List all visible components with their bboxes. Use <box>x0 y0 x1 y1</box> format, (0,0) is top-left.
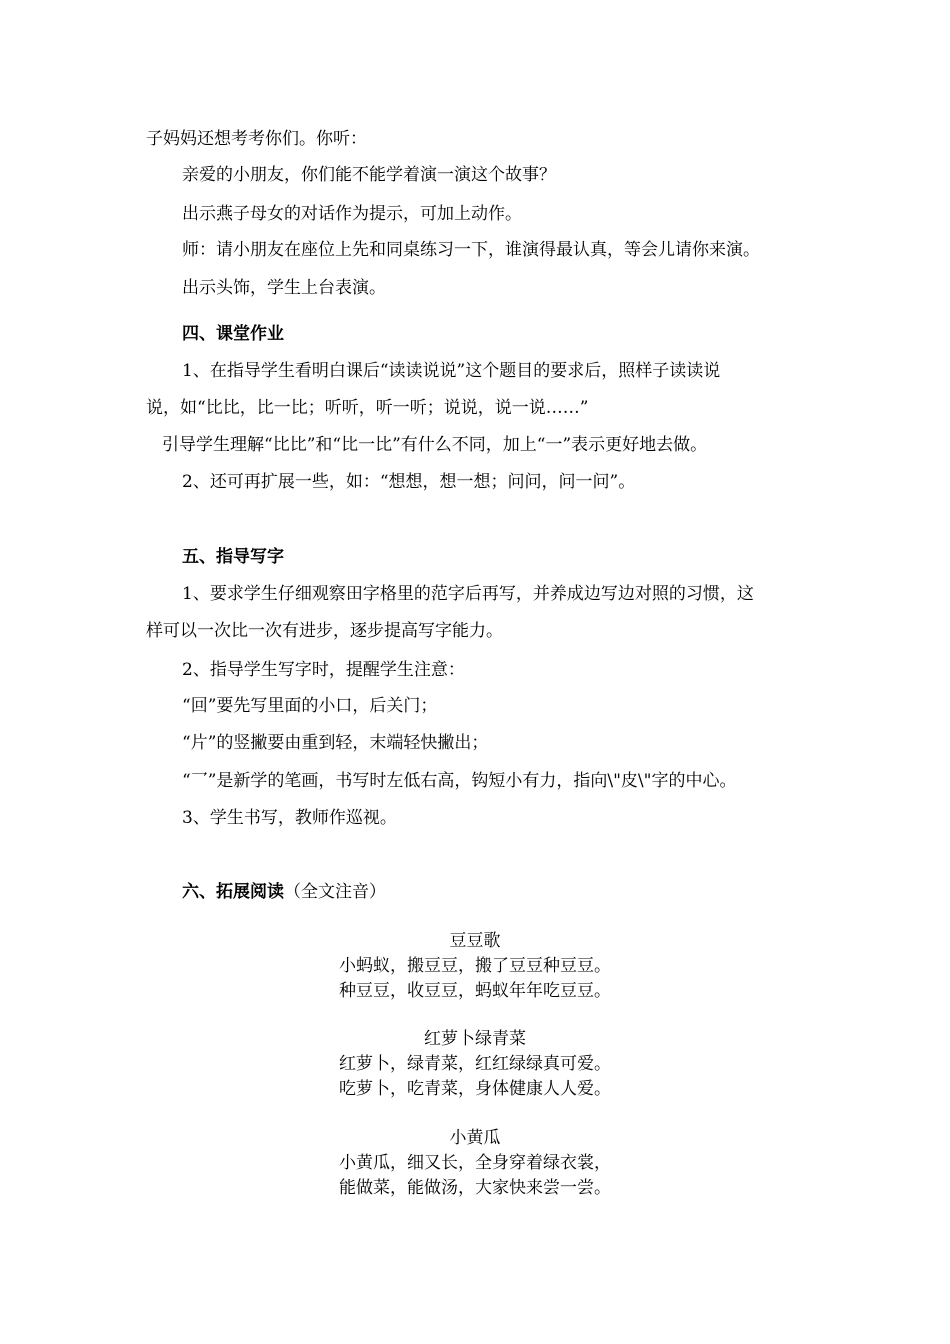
poem-title: 豆豆歌 <box>449 931 501 951</box>
paragraph-line: 2、指导学生写字时，提醒学生注意： <box>182 660 465 680</box>
section-heading-row <box>182 881 386 903</box>
paragraph-line: “回”要先写里面的小口，后关门； <box>182 696 438 716</box>
paragraph-line: 亲爱的小朋友，你们能不能学着演一演这个故事？ <box>182 165 556 185</box>
poem-line: 能做菜，能做汤，大家快来尝一尝。 <box>339 1178 611 1198</box>
paragraph-line: 师：请小朋友在座位上先和同桌练习一下，谁演得最认真，等会儿请你来演。 <box>182 240 760 260</box>
section-heading: 六、拓展阅读 <box>182 882 284 902</box>
paragraph-line: 3、学生书写，教师作巡视。 <box>182 808 397 828</box>
poem-title: 红萝卜绿青菜 <box>424 1029 526 1049</box>
paragraph-line: 出示头饰，学生上台表演。 <box>182 278 386 298</box>
paragraph-line: 子妈妈还想考考你们。你听： <box>146 129 367 149</box>
paragraph-line: “片”的竖撇要由重到轻，末端轻快撇出； <box>182 733 489 753</box>
poem-line: 红萝卜，绿青菜，红红绿绿真可爱。 <box>339 1054 611 1074</box>
section-heading: 四、课堂作业 <box>182 324 284 344</box>
paragraph-line: 1、要求学生仔细观察田字格里的范字后再写，并养成边写边对照的习惯，这 <box>182 584 754 604</box>
paragraph-line: 2、还可再扩展一些，如：“想想，想一想；问问，问一问”。 <box>182 472 636 492</box>
paragraph-line: “乛”是新学的笔画，书写时左低右高，钩短小有力，指向\"皮\"字的中心。 <box>182 771 737 791</box>
paragraph-line: 出示燕子母女的对话作为提示，可加上动作。 <box>182 204 522 224</box>
poem-line: 小黄瓜，细又长，全身穿着绿衣裳， <box>339 1153 611 1173</box>
paragraph-line: 引导学生理解“比比”和“比一比”有什么不同，加上“一”表示更好地去做。 <box>162 435 708 455</box>
poem-line: 小蚂蚁，搬豆豆，搬了豆豆种豆豆。 <box>339 956 611 976</box>
paragraph-line: 样可以一次比一次有进步，逐步提高写字能力。 <box>146 621 503 641</box>
section-heading: 五、指导写字 <box>182 547 284 567</box>
poem-line: 吃萝卜，吃青菜，身体健康人人爱。 <box>339 1079 611 1099</box>
paragraph-line: 说，如“比比，比一比；听听，听一听；说说，说一说……” <box>146 398 589 418</box>
paragraph-line: 1、在指导学生看明白课后“读读说说”这个题目的要求后，照样子读读说 <box>182 361 721 381</box>
poem-line: 种豆豆，收豆豆，蚂蚁年年吃豆豆。 <box>339 981 611 1001</box>
poem-title: 小黄瓜 <box>449 1128 501 1148</box>
heading-note: （全文注音） <box>284 882 386 902</box>
